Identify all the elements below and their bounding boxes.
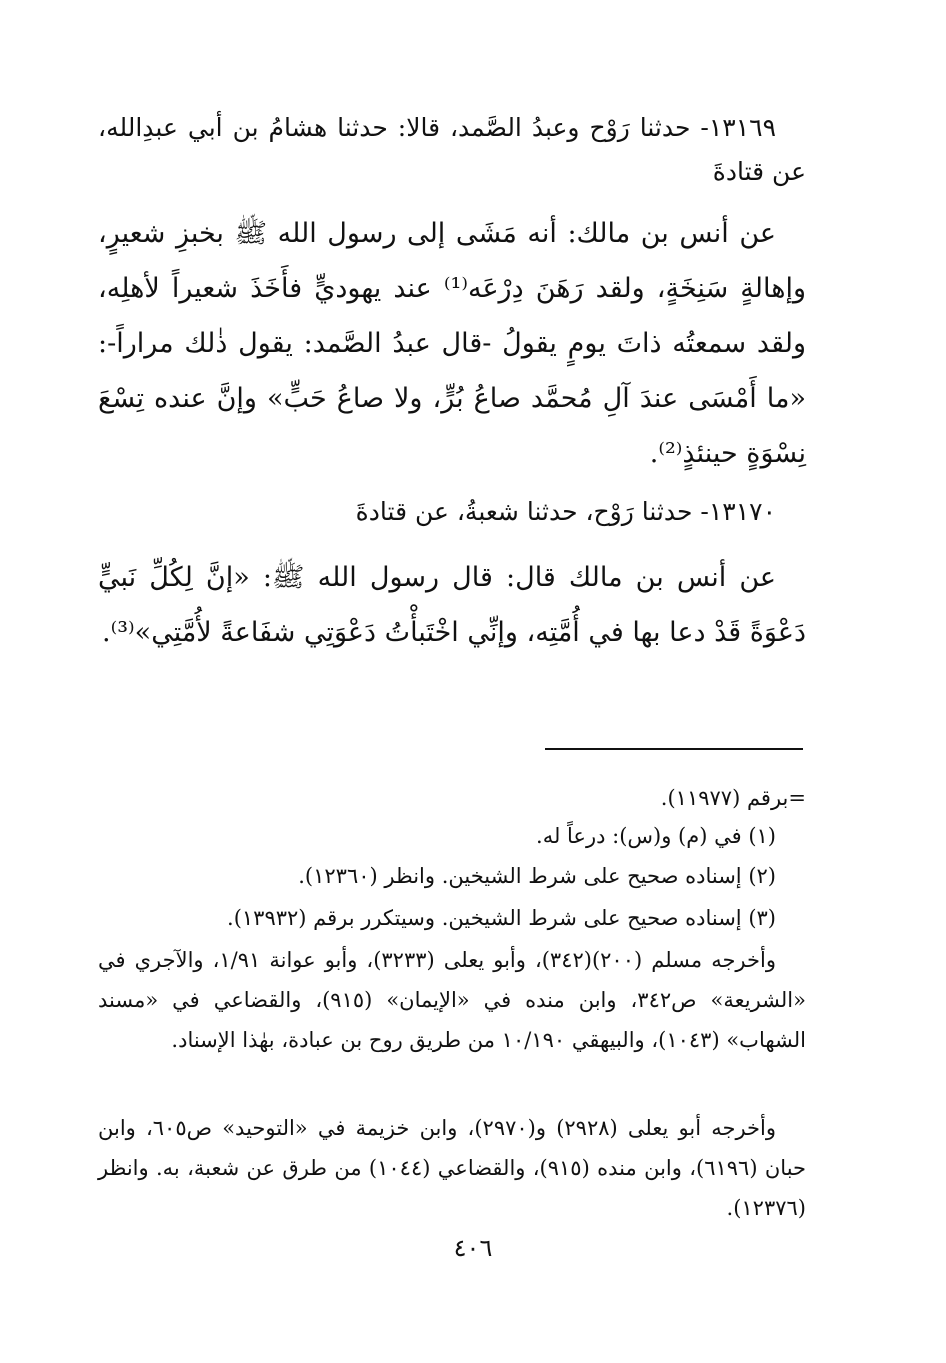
page-number: ٤٠٦ [453, 1234, 493, 1262]
footnote-2: (٢) إسناده صحيح على شرط الشيخين. وانظر (١٢٣٦٠). [298, 864, 776, 888]
footnote-3: (٣) إسناده صحيح على شرط الشيخين. وسيتكرر برقم (١٣٩٣٢). [227, 906, 776, 930]
hadith-13170-header: ١٣١٧٠- حدثنا رَوْح، حدثنا شعبةُ، عن قتادةَ [355, 497, 776, 526]
footnote-1: (١) في (م) و(س): درعاً له. [536, 824, 776, 848]
footnote-3-paragraph-1: وأخرجه مسلم (٢٠٠)(٣٤٢)، وأبو يعلى (٣٢٣٣)، وأبو عوانة ١/٩١، والآجري في «الشريعة» ص٣٤٢، وابن منده في «الإيمان» (٩١٥)، والقضاعي في «مسند الشهاب» (١٠٤٣)، والبيهقي ١٠/١٩٠ من طريق روح بن عبادة، بهٰذا الإسناد. [98, 948, 806, 1052]
footnote-3-paragraph-2: وأخرجه أبو يعلى (٢٩٢٨) و(٢٩٧٠)، وابن خزيمة في «التوحيد» ص٦٠٥، وابن حبان (٦١٩٦)، وابن منده (٩١٥)، والقضاعي (١٠٤٤) من طرق عن شعبة، به. وانظر (١٢٣٧٦). [98, 1116, 807, 1220]
hadith-13169-text: عن أنس بن مالك: أنه مَشَى إلى رسول الله ﷺ بخبزِ شعيرٍ، وإهالةٍ سَنِخَةٍ، ولقد رَهَنَ دِرْعَه⁽¹⁾ عند يهوديٍّ فأَخَذَ شعيراً لأهلِه، ولقد سمعتُه ذاتَ يومٍ يقولُ -قال عبدُ الصَّمد: يقول ذٰلك مراراً-: «ما أَمْسَى عندَ آلِ مُحمَّد صاعُ بُرٍّ، ولا صاعُ حَبٍّ» وإنَّ عنده تِسْعَ نِسْوَةٍ حينئذٍ⁽²⁾. [98, 218, 806, 469]
footnote-continuation: =برقم (١١٩٧٧). [660, 786, 806, 810]
footnote-separator [545, 748, 803, 750]
hadith-13170-text: عن أنس بن مالك قال: قال رسول الله ﷺ: «إنَّ لِكُلِّ نَبيٍّ دَعْوَةً قَدْ دعا بها في أُمَّتِه، وإنِّي اخْتَبأْتُ دَعْوَتِي شفَاعةً لأُمَّتِي»⁽³⁾. [98, 562, 806, 648]
hadith-13169-header: ١٣١٦٩- حدثنا رَوْح وعبدُ الصَّمد، قالا: حدثنا هشامُ بن أبي عبدِالله، عن قتادةَ [98, 113, 806, 186]
